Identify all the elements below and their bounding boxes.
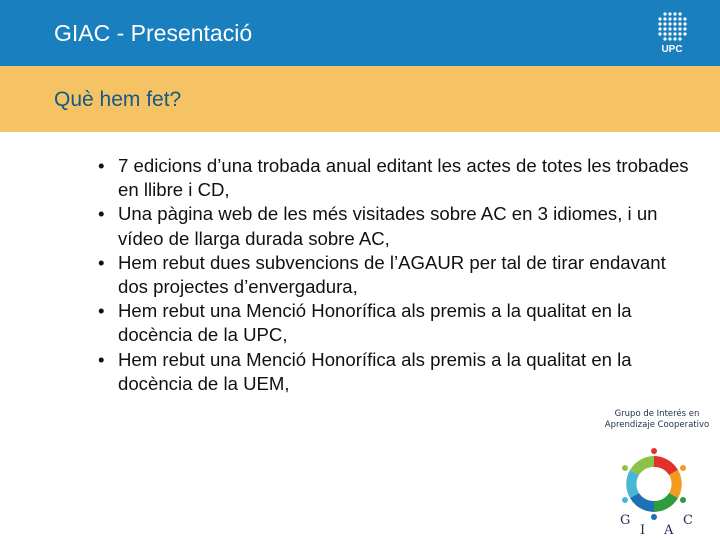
- giac-letter-a: A: [664, 523, 674, 538]
- header-title: GIAC - Presentació: [54, 20, 253, 46]
- giac-logo: [594, 408, 720, 538]
- cooperative-wheel-icon: [594, 432, 720, 538]
- bullet-item: • Hem rebut dues subvencions de l’AGAUR per tal de tirar endavant dos projectes d’envergadura,: [94, 251, 694, 299]
- bullet-item: • 7 edicions d’una trobada anual editant les actes de totes les trobades en llibre i CD,: [94, 154, 694, 202]
- bullet-item: • Una pàgina web de les més visitades sobre AC en 3 idiomes, i un vídeo de llarga durada sobre AC,: [94, 202, 694, 250]
- subheader-bar: [0, 66, 720, 132]
- giac-letter-c: C: [683, 513, 693, 528]
- bullet-item: • Hem rebut una Menció Honorífica als premis a la qualitat en la docència de la UEM,: [94, 348, 694, 396]
- giac-caption: [594, 409, 720, 431]
- giac-letter-i: I: [640, 523, 646, 538]
- giac-letter-g: G: [620, 513, 631, 528]
- giac-caption-line1: Grupo de Interés en: [614, 409, 700, 419]
- slide-heading: Què hem fet?: [54, 88, 182, 111]
- upc-logo-text: UPC: [661, 44, 683, 54]
- bullet-item: • Hem rebut una Menció Honorífica als premis a la qualitat en la docència de la UPC,: [94, 299, 694, 347]
- giac-caption-line2: Aprendizaje Cooperativo: [604, 420, 710, 430]
- bullet-list: [94, 154, 694, 396]
- header-bar: [0, 0, 720, 66]
- upc-logo: [655, 10, 689, 54]
